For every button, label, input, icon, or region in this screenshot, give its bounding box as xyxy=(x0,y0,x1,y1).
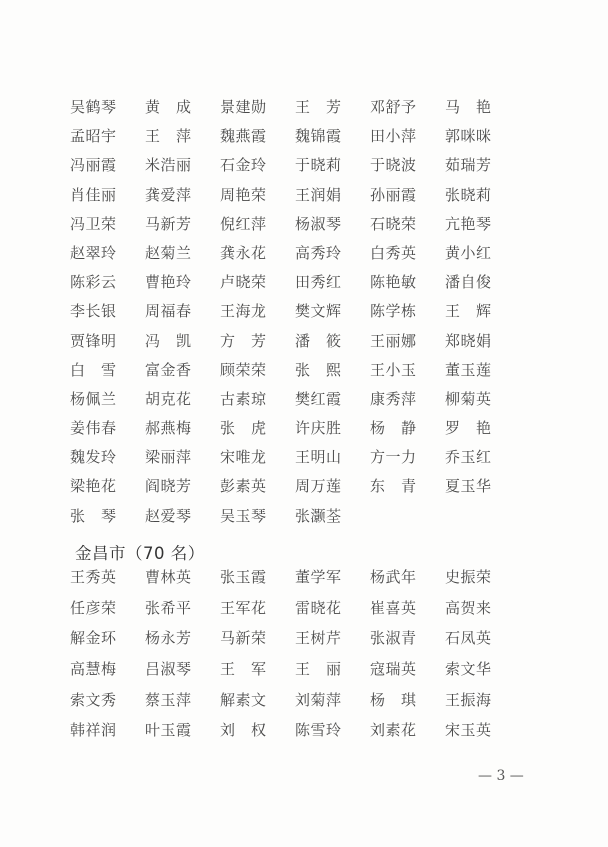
person-name: 杨 静 xyxy=(370,419,417,438)
person-name: 樊红霞 xyxy=(295,389,342,408)
person-name: 龚爱萍 xyxy=(145,185,192,204)
person-name: 吴鹤琴 xyxy=(70,98,117,116)
person-name: 杨武年 xyxy=(370,568,417,586)
person-name: 韩祥润 xyxy=(70,721,117,740)
person-name: 石晓荣 xyxy=(370,214,417,233)
person-name: 郭咪咪 xyxy=(445,127,492,146)
person-name: 索文华 xyxy=(445,660,492,679)
person-name: 王丽娜 xyxy=(370,331,417,350)
name-list-jinchang xyxy=(70,563,510,747)
person-name: 石金玲 xyxy=(220,156,267,175)
person-name: 孙丽霞 xyxy=(370,185,417,204)
person-name: 吴玉琴 xyxy=(220,506,267,525)
person-name: 解素文 xyxy=(220,690,267,709)
person-name: 梁丽萍 xyxy=(145,448,192,467)
person-name: 宋玉英 xyxy=(445,721,492,740)
person-name: 倪红萍 xyxy=(220,214,267,233)
person-name: 赵爱琴 xyxy=(145,506,192,525)
person-name: 索文秀 xyxy=(70,690,117,709)
person-name: 王润娟 xyxy=(295,185,342,204)
person-name: 乔玉红 xyxy=(445,448,492,467)
person-name: 魏发玲 xyxy=(70,448,117,467)
person-name: 高秀玲 xyxy=(295,243,342,262)
person-name: 茹瑞芳 xyxy=(445,156,492,175)
person-name: 胡克花 xyxy=(145,389,192,408)
person-name: 解金环 xyxy=(70,629,117,648)
person-name: 卢晓荣 xyxy=(220,273,267,292)
person-name: 马新芳 xyxy=(145,214,192,233)
person-name: 张希平 xyxy=(145,598,192,617)
person-name: 马新荣 xyxy=(220,629,267,648)
person-name: 雷晓花 xyxy=(295,598,342,617)
person-name: 王秀英 xyxy=(70,568,117,586)
person-name: 王 芳 xyxy=(295,98,342,116)
person-name: 亢艳琴 xyxy=(445,214,492,233)
person-name: 冯卫荣 xyxy=(70,214,117,233)
person-name: 王 辉 xyxy=(445,302,492,321)
person-name: 魏燕霞 xyxy=(220,127,267,146)
person-name: 米浩丽 xyxy=(145,156,192,175)
person-name: 杨淑琴 xyxy=(295,214,342,233)
person-name: 马 艳 xyxy=(445,98,492,116)
person-name: 陈艳敏 xyxy=(370,273,417,292)
person-name: 潘 筱 xyxy=(295,331,342,350)
person-name: 吕淑琴 xyxy=(145,660,192,679)
person-name: 曹林英 xyxy=(145,568,192,586)
person-name: 高慧梅 xyxy=(70,660,117,679)
person-name: 肖佳丽 xyxy=(70,185,117,204)
person-name: 王振海 xyxy=(445,690,492,709)
person-name: 邓舒予 xyxy=(370,98,417,116)
person-name: 罗 艳 xyxy=(445,419,492,438)
person-name: 田秀红 xyxy=(295,273,342,292)
person-name: 任彦荣 xyxy=(70,598,117,617)
person-name: 魏锦霞 xyxy=(295,127,342,146)
person-name: 张 琴 xyxy=(70,506,117,525)
section-title-jinchang: 金昌市（70 名） xyxy=(75,544,205,563)
name-list-previous-region xyxy=(70,93,510,531)
person-name: 张 虎 xyxy=(220,419,267,438)
person-name: 于晓波 xyxy=(370,156,417,175)
person-name: 田小萍 xyxy=(370,127,417,146)
person-name: 东 青 xyxy=(370,477,417,496)
person-name: 陈学栋 xyxy=(370,302,417,321)
person-name: 王明山 xyxy=(295,448,342,467)
person-name: 董玉莲 xyxy=(445,360,492,379)
person-name: 潘自俊 xyxy=(445,273,492,292)
person-name: 蔡玉萍 xyxy=(145,690,192,709)
person-name: 董学军 xyxy=(295,568,342,586)
person-name: 方 芳 xyxy=(220,331,267,350)
person-name: 杨永芳 xyxy=(145,629,192,648)
person-name: 周艳荣 xyxy=(220,185,267,204)
person-name: 刘素花 xyxy=(370,721,417,740)
person-name: 张灏荃 xyxy=(295,506,342,525)
person-name: 方一力 xyxy=(370,448,417,467)
person-name: 史振荣 xyxy=(445,568,492,586)
person-name: 赵菊兰 xyxy=(145,243,192,262)
person-name: 叶玉霞 xyxy=(145,721,192,740)
person-name: 白秀英 xyxy=(370,243,417,262)
person-name: 李长银 xyxy=(70,302,117,321)
person-name: 景建勋 xyxy=(220,98,267,116)
person-name: 陈彩云 xyxy=(70,273,117,292)
person-name: 黄小红 xyxy=(445,243,492,262)
person-name: 王 萍 xyxy=(145,127,192,146)
person-name: 石凤英 xyxy=(445,629,492,648)
person-name: 刘菊萍 xyxy=(295,690,342,709)
person-name: 阎晓芳 xyxy=(145,477,192,496)
person-name: 黄 成 xyxy=(145,98,192,116)
person-name: 张玉霞 xyxy=(220,568,267,586)
page-number: — 3 — xyxy=(478,768,524,784)
person-name: 周万莲 xyxy=(295,477,342,496)
person-name: 康秀萍 xyxy=(370,389,417,408)
person-name: 王军花 xyxy=(220,598,267,617)
person-name: 曹艳玲 xyxy=(145,273,192,292)
person-name: 冯 凯 xyxy=(145,331,192,350)
person-name: 赵翠玲 xyxy=(70,243,117,262)
person-name: 贾锋明 xyxy=(70,331,117,350)
person-name: 崔喜英 xyxy=(370,598,417,617)
person-name: 张晓莉 xyxy=(445,185,492,204)
person-name: 周福春 xyxy=(145,302,192,321)
person-name: 梁艳花 xyxy=(70,477,117,496)
person-name: 郑晓娟 xyxy=(445,331,492,350)
person-name: 冯丽霞 xyxy=(70,156,117,175)
person-name: 夏玉华 xyxy=(445,477,492,496)
person-name: 刘 权 xyxy=(220,721,267,740)
person-name: 王 军 xyxy=(220,660,267,679)
person-name: 高贺来 xyxy=(445,598,492,617)
person-name: 古素琼 xyxy=(220,389,267,408)
person-name: 杨 琪 xyxy=(370,690,417,709)
person-name: 王 丽 xyxy=(295,660,342,679)
person-name: 王海龙 xyxy=(220,302,267,321)
person-name: 顾荣荣 xyxy=(220,360,267,379)
person-name: 白 雪 xyxy=(70,360,117,379)
person-name: 姜伟春 xyxy=(70,419,117,438)
person-name: 张淑青 xyxy=(370,629,417,648)
person-name: 彭素英 xyxy=(220,477,267,496)
person-name: 张 熙 xyxy=(295,360,342,379)
person-name: 王小玉 xyxy=(370,360,417,379)
person-name: 陈雪玲 xyxy=(295,721,342,740)
person-name: 郝燕梅 xyxy=(145,419,192,438)
person-name: 寇瑞英 xyxy=(370,660,417,679)
person-name: 许庆胜 xyxy=(295,419,342,438)
person-name: 孟昭宇 xyxy=(70,127,117,146)
person-name: 于晓莉 xyxy=(295,156,342,175)
person-name: 宋唯龙 xyxy=(220,448,267,467)
person-name: 龚永花 xyxy=(220,243,267,262)
person-name: 柳菊英 xyxy=(445,389,492,408)
person-name: 王树芹 xyxy=(295,629,342,648)
person-name: 杨佩兰 xyxy=(70,389,117,408)
person-name: 富金香 xyxy=(145,360,192,379)
person-name: 樊文辉 xyxy=(295,302,342,321)
